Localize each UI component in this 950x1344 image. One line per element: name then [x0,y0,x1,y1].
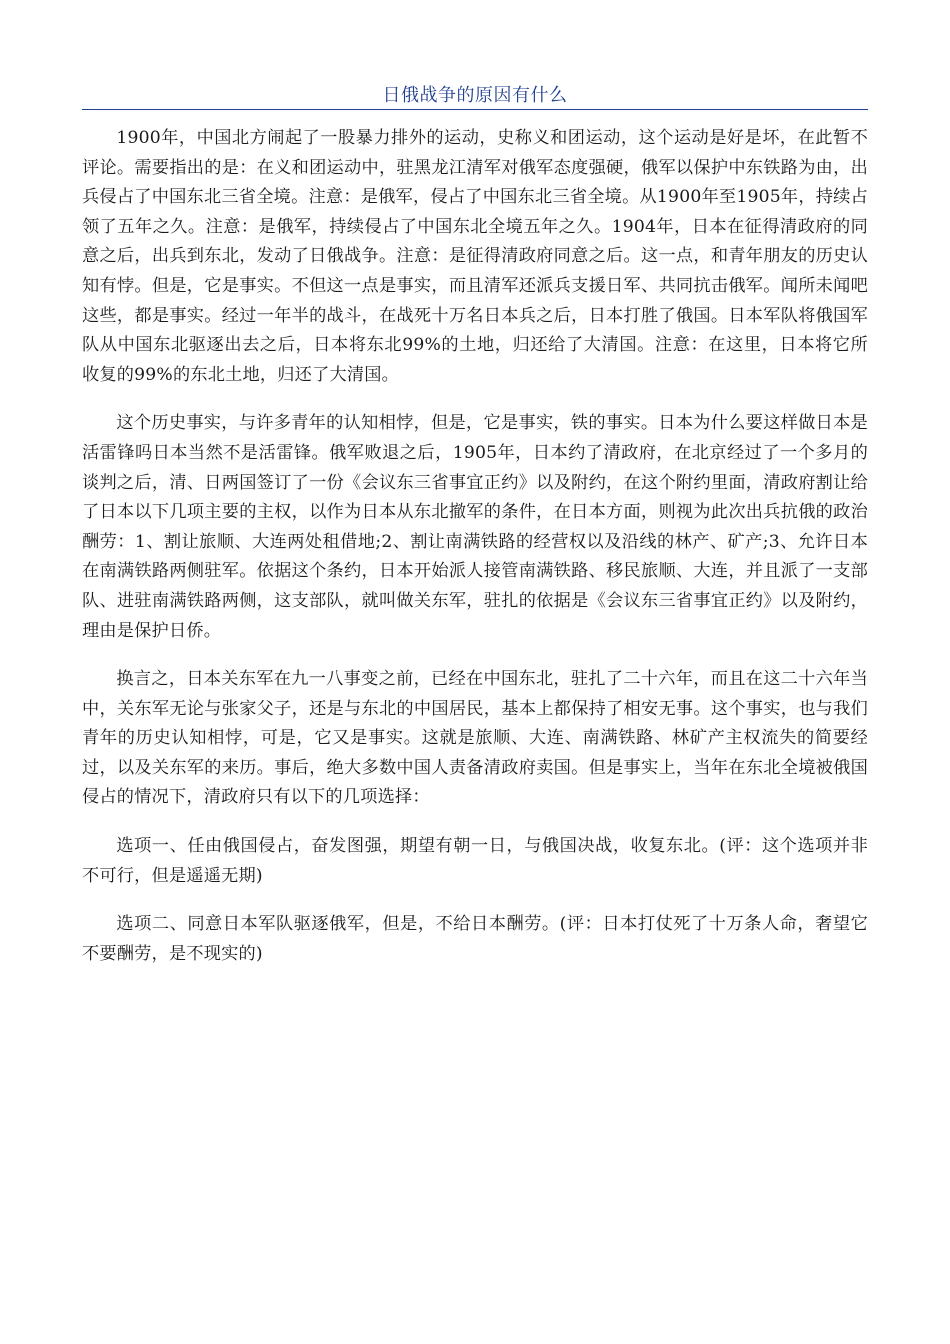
document-body [82,124,868,988]
paragraph: 这个历史事实，与许多青年的认知相悖，但是，它是事实，铁的事实。日本为什么要这样做日本是活雷锋吗日本当然不是活雷锋。俄军败退之后，1905年，日本约了清政府，在北京经过了一个多月的谈判之后，清、日两国签订了一份《会议东三省事宜正约》以及附约，在这个附约里面，清政府割让给了日本以下几项主要的主权，以作为日本从东北撤军的条件，在日本方面，则视为此次出兵抗俄的政治酬劳：1、割让旅顺、大连两处租借地;2、割让南满铁路的经营权以及沿线的林产、矿产;3、允许日本在南满铁路两侧驻军。依据这个条约，日本开始派人接管南满铁路、移民旅顺、大连，并且派了一支部队、进驻南满铁路两侧，这支部队，就叫做关东军，驻扎的依据是《会议东三省事宜正约》以及附约，理由是保护日侨。 [82,413,868,641]
paragraph: 选项二、同意日本军队驱逐俄军，但是，不给日本酬劳。(评：日本打仗死了十万条人命，奢望它不要酬劳，是不现实的) [82,914,868,964]
header-divider [82,109,868,110]
paragraph: 1900年，中国北方闹起了一股暴力排外的运动，史称义和团运动，这个运动是好是坏，在此暂不评论。需要指出的是：在义和团运动中，驻黑龙江清军对俄军态度强硬，俄军以保护中东铁路为由，出兵侵占了中国东北三省全境。注意：是俄军，侵占了中国东北三省全境。从1900年至1905年，持续占领了五年之久。注意：是俄军，持续侵占了中国东北全境五年之久。1904年，日本在征得清政府的同意之后，出兵到东北，发动了日俄战争。注意：是征得清政府同意之后。这一点，和青年朋友的历史认知有悖。但是，它是事实。不但这一点是事实，而且清军还派兵支援日军、共同抗击俄军。闻所未闻吧这些，都是事实。经过一年半的战斗，在战死十万名日本兵之后，日本打胜了俄国。日本军队将俄国军队从中国东北驱逐出去之后，日本将东北99%的土地，归还给了大清国。注意：在这里，日本将它所收复的99%的东北土地，归还了大清国。 [82,128,868,385]
document-header [82,84,868,108]
paragraph: 换言之，日本关东军在九一八事变之前，已经在中国东北，驻扎了二十六年，而且在这二十六年当中，关东军无论与张家父子，还是与东北的中国居民，基本上都保持了相安无事。这个事实，也与我们青年的历史认知相悖，可是，它又是事实。这就是旅顺、大连、南满铁路、林矿产主权流失的简要经过，以及关东军的来历。事后，绝大多数中国人责备清政府卖国。但是事实上，当年在东北全境被俄国侵占的情况下，清政府只有以下的几项选择： [82,669,868,808]
paragraph: 选项一、任由俄国侵占，奋发图强，期望有朝一日，与俄国决战，收复东北。(评：这个选项并非不可行，但是遥遥无期) [82,836,868,886]
document-title: 日俄战争的原因有什么 [382,85,568,106]
